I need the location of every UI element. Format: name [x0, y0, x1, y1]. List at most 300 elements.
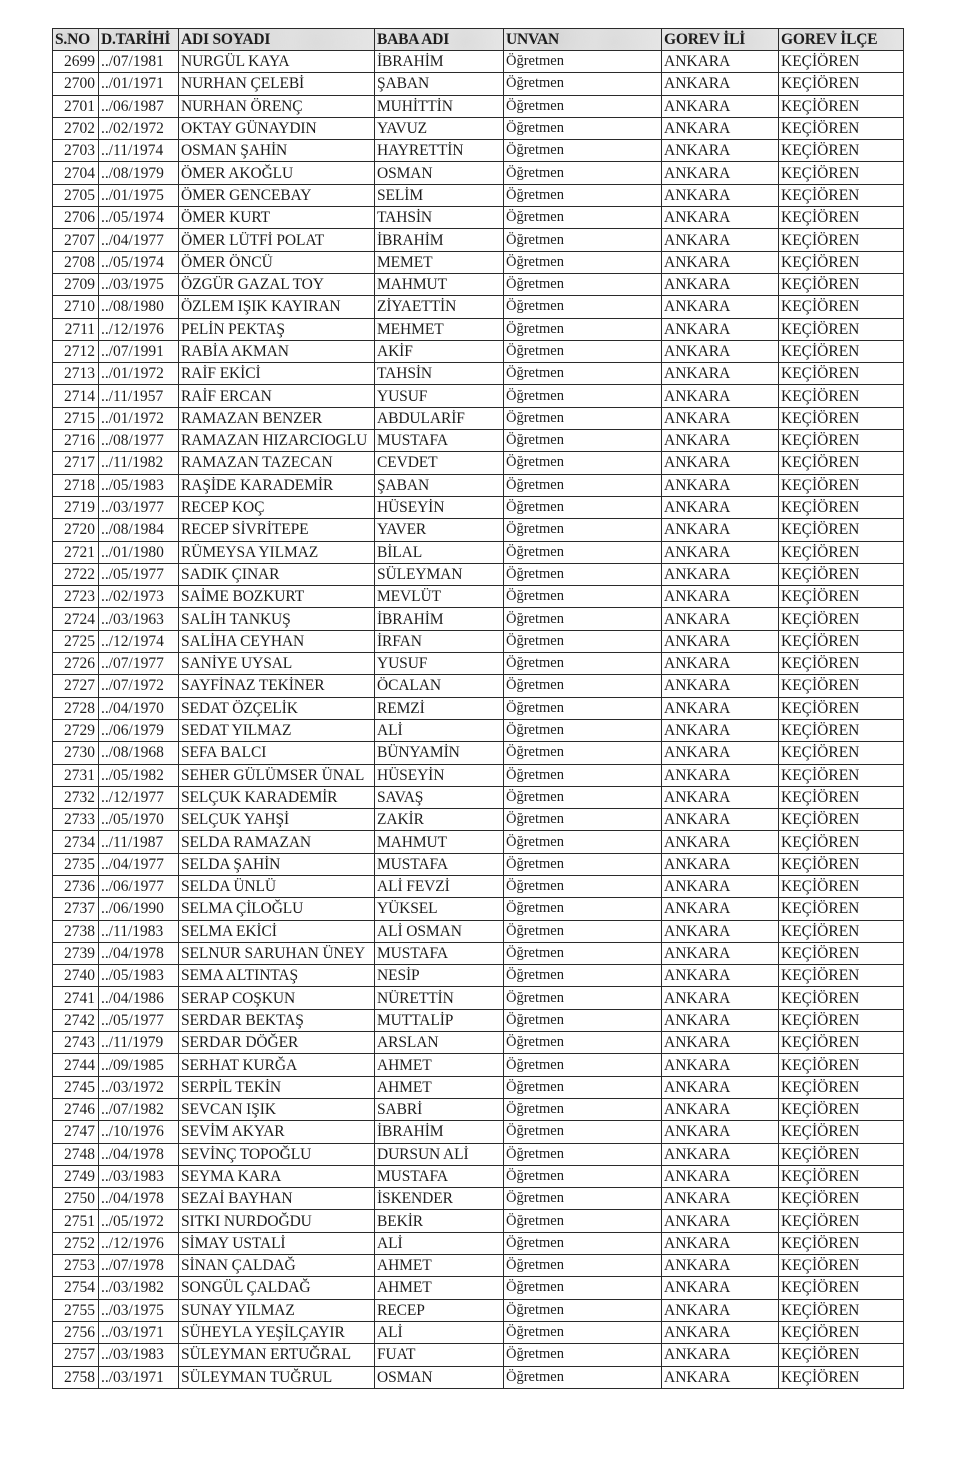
cell-birth-date: ../06/1990 [99, 898, 179, 920]
cell-father-name: MUSTAFA [375, 853, 504, 875]
cell-duty-district: KEÇİÖREN [779, 742, 904, 764]
cell-duty-province: ANKARA [662, 742, 779, 764]
table-row [53, 273, 904, 295]
cell-father-name: ŞABAN [375, 73, 504, 95]
cell-duty-district: KEÇİÖREN [779, 184, 904, 206]
table-row [53, 786, 904, 808]
table-row [53, 1210, 904, 1232]
cell-birth-date: ../03/1977 [99, 496, 179, 518]
cell-duty-province: ANKARA [662, 630, 779, 652]
cell-birth-date: ../04/1978 [99, 1188, 179, 1210]
cell-sno: 2708 [53, 251, 99, 273]
document-page [52, 28, 904, 1389]
table-row [53, 363, 904, 385]
cell-father-name: ÖCALAN [375, 675, 504, 697]
cell-duty-district: KEÇİÖREN [779, 987, 904, 1009]
table-row [53, 586, 904, 608]
cell-birth-date: ../12/1976 [99, 318, 179, 340]
cell-father-name: ALİ [375, 1321, 504, 1343]
cell-duty-province: ANKARA [662, 229, 779, 251]
cell-duty-province: ANKARA [662, 452, 779, 474]
cell-duty-province: ANKARA [662, 407, 779, 429]
cell-full-name: SEMA ALTINTAŞ [179, 965, 375, 987]
cell-duty-province: ANKARA [662, 1299, 779, 1321]
cell-birth-date: ../08/1968 [99, 742, 179, 764]
cell-sno: 2719 [53, 496, 99, 518]
cell-duty-province: ANKARA [662, 1098, 779, 1120]
cell-father-name: CEVDET [375, 452, 504, 474]
cell-sno: 2711 [53, 318, 99, 340]
cell-duty-province: ANKARA [662, 1277, 779, 1299]
cell-father-name: MEVLÜT [375, 586, 504, 608]
cell-title: Öğretmen [504, 73, 662, 95]
cell-father-name: YUSUF [375, 385, 504, 407]
cell-title: Öğretmen [504, 1299, 662, 1321]
cell-sno: 2700 [53, 73, 99, 95]
cell-birth-date: ../02/1972 [99, 117, 179, 139]
cell-full-name: SÜLEYMAN TUĞRUL [179, 1366, 375, 1388]
cell-duty-province: ANKARA [662, 764, 779, 786]
cell-sno: 2703 [53, 140, 99, 162]
cell-title: Öğretmen [504, 1188, 662, 1210]
cell-sno: 2734 [53, 831, 99, 853]
cell-father-name: HÜSEYİN [375, 764, 504, 786]
cell-title: Öğretmen [504, 430, 662, 452]
cell-duty-district: KEÇİÖREN [779, 942, 904, 964]
cell-birth-date: ../01/1975 [99, 184, 179, 206]
cell-duty-province: ANKARA [662, 920, 779, 942]
table-row [53, 51, 904, 73]
cell-duty-district: KEÇİÖREN [779, 1232, 904, 1254]
cell-duty-province: ANKARA [662, 1009, 779, 1031]
cell-full-name: ÖZLEM IŞIK KAYIRAN [179, 296, 375, 318]
cell-title: Öğretmen [504, 273, 662, 295]
cell-duty-district: KEÇİÖREN [779, 1255, 904, 1277]
cell-duty-district: KEÇİÖREN [779, 1188, 904, 1210]
table-row [53, 563, 904, 585]
cell-title: Öğretmen [504, 1121, 662, 1143]
cell-duty-province: ANKARA [662, 942, 779, 964]
table-row [53, 764, 904, 786]
cell-duty-province: ANKARA [662, 898, 779, 920]
cell-duty-district: KEÇİÖREN [779, 519, 904, 541]
cell-father-name: NÜRETTİN [375, 987, 504, 1009]
cell-duty-district: KEÇİÖREN [779, 809, 904, 831]
cell-full-name: SÜLEYMAN ERTUĞRAL [179, 1344, 375, 1366]
table-row [53, 1121, 904, 1143]
cell-birth-date: ../10/1976 [99, 1121, 179, 1143]
cell-duty-district: KEÇİÖREN [779, 719, 904, 741]
table-row [53, 898, 904, 920]
cell-duty-district: KEÇİÖREN [779, 1210, 904, 1232]
cell-full-name: SERHAT KURĞA [179, 1054, 375, 1076]
cell-birth-date: ../06/1979 [99, 719, 179, 741]
cell-sno: 2717 [53, 452, 99, 474]
table-body [53, 51, 904, 1389]
cell-duty-province: ANKARA [662, 786, 779, 808]
cell-sno: 2699 [53, 51, 99, 73]
cell-full-name: SAYFİNAZ TEKİNER [179, 675, 375, 697]
cell-sno: 2720 [53, 519, 99, 541]
cell-duty-province: ANKARA [662, 697, 779, 719]
cell-full-name: OSMAN ŞAHİN [179, 140, 375, 162]
cell-birth-date: ../01/1971 [99, 73, 179, 95]
cell-sno: 2714 [53, 385, 99, 407]
cell-duty-district: KEÇİÖREN [779, 965, 904, 987]
cell-title: Öğretmen [504, 1143, 662, 1165]
cell-duty-district: KEÇİÖREN [779, 95, 904, 117]
cell-duty-province: ANKARA [662, 318, 779, 340]
cell-full-name: SALİHA CEYHAN [179, 630, 375, 652]
table-header-row [53, 29, 904, 51]
cell-full-name: SEVİNÇ TOPOĞLU [179, 1143, 375, 1165]
cell-sno: 2751 [53, 1210, 99, 1232]
cell-father-name: HÜSEYİN [375, 496, 504, 518]
cell-title: Öğretmen [504, 1366, 662, 1388]
cell-sno: 2727 [53, 675, 99, 697]
cell-title: Öğretmen [504, 898, 662, 920]
cell-father-name: SÜLEYMAN [375, 563, 504, 585]
cell-title: Öğretmen [504, 1232, 662, 1254]
cell-duty-district: KEÇİÖREN [779, 898, 904, 920]
table-row [53, 73, 904, 95]
cell-sno: 2732 [53, 786, 99, 808]
cell-duty-province: ANKARA [662, 1366, 779, 1388]
cell-full-name: SELDA RAMAZAN [179, 831, 375, 853]
cell-duty-province: ANKARA [662, 1232, 779, 1254]
cell-father-name: MAHMUT [375, 831, 504, 853]
cell-birth-date: ../11/1979 [99, 1032, 179, 1054]
cell-duty-district: KEÇİÖREN [779, 474, 904, 496]
cell-father-name: YUSUF [375, 653, 504, 675]
table-row [53, 229, 904, 251]
cell-title: Öğretmen [504, 809, 662, 831]
table-row [53, 697, 904, 719]
cell-father-name: SAVAŞ [375, 786, 504, 808]
cell-duty-district: KEÇİÖREN [779, 675, 904, 697]
table-row [53, 675, 904, 697]
cell-birth-date: ../03/1975 [99, 1299, 179, 1321]
cell-birth-date: ../11/1982 [99, 452, 179, 474]
cell-duty-district: KEÇİÖREN [779, 1277, 904, 1299]
cell-birth-date: ../07/1978 [99, 1255, 179, 1277]
cell-birth-date: ../05/1970 [99, 809, 179, 831]
cell-duty-province: ANKARA [662, 95, 779, 117]
header-full-name: ADI SOYADI [179, 29, 375, 51]
cell-full-name: SELÇUK YAHŞİ [179, 809, 375, 831]
cell-title: Öğretmen [504, 162, 662, 184]
cell-father-name: MEMET [375, 251, 504, 273]
cell-birth-date: ../01/1972 [99, 407, 179, 429]
cell-title: Öğretmen [504, 942, 662, 964]
cell-duty-district: KEÇİÖREN [779, 385, 904, 407]
table-row [53, 430, 904, 452]
cell-full-name: NURHAN ÖRENÇ [179, 95, 375, 117]
cell-sno: 2739 [53, 942, 99, 964]
cell-duty-province: ANKARA [662, 1076, 779, 1098]
cell-birth-date: ../03/1983 [99, 1165, 179, 1187]
table-row [53, 207, 904, 229]
cell-duty-district: KEÇİÖREN [779, 786, 904, 808]
cell-father-name: ALİ [375, 1232, 504, 1254]
cell-sno: 2722 [53, 563, 99, 585]
cell-birth-date: ../08/1977 [99, 430, 179, 452]
cell-birth-date: ../04/1977 [99, 853, 179, 875]
cell-title: Öğretmen [504, 586, 662, 608]
cell-title: Öğretmen [504, 630, 662, 652]
cell-sno: 2701 [53, 95, 99, 117]
cell-title: Öğretmen [504, 95, 662, 117]
cell-duty-province: ANKARA [662, 1165, 779, 1187]
cell-birth-date: ../07/1972 [99, 675, 179, 697]
cell-duty-district: KEÇİÖREN [779, 630, 904, 652]
cell-sno: 2707 [53, 229, 99, 251]
cell-duty-province: ANKARA [662, 385, 779, 407]
cell-sno: 2741 [53, 987, 99, 1009]
cell-birth-date: ../05/1977 [99, 1009, 179, 1031]
table-row [53, 340, 904, 362]
cell-father-name: SABRİ [375, 1098, 504, 1120]
table-row [53, 452, 904, 474]
cell-full-name: SİNAN ÇALDAĞ [179, 1255, 375, 1277]
table-row [53, 251, 904, 273]
table-row [53, 1366, 904, 1388]
cell-birth-date: ../12/1974 [99, 630, 179, 652]
cell-full-name: ÖMER AKOĞLU [179, 162, 375, 184]
cell-duty-province: ANKARA [662, 675, 779, 697]
cell-sno: 2746 [53, 1098, 99, 1120]
cell-duty-district: KEÇİÖREN [779, 140, 904, 162]
cell-birth-date: ../05/1983 [99, 474, 179, 496]
cell-full-name: SEVCAN IŞIK [179, 1098, 375, 1120]
table-row [53, 1032, 904, 1054]
cell-birth-date: ../06/1977 [99, 875, 179, 897]
cell-duty-province: ANKARA [662, 719, 779, 741]
cell-duty-district: KEÇİÖREN [779, 831, 904, 853]
cell-birth-date: ../01/1980 [99, 541, 179, 563]
cell-title: Öğretmen [504, 1255, 662, 1277]
cell-duty-district: KEÇİÖREN [779, 1299, 904, 1321]
cell-full-name: SELMA EKİCİ [179, 920, 375, 942]
cell-title: Öğretmen [504, 318, 662, 340]
cell-duty-district: KEÇİÖREN [779, 1121, 904, 1143]
cell-sno: 2724 [53, 608, 99, 630]
cell-birth-date: ../03/1975 [99, 273, 179, 295]
cell-duty-district: KEÇİÖREN [779, 273, 904, 295]
cell-father-name: YÜKSEL [375, 898, 504, 920]
cell-duty-district: KEÇİÖREN [779, 1321, 904, 1343]
header-sno: S.NO [53, 29, 99, 51]
cell-full-name: SELDA ŞAHİN [179, 853, 375, 875]
cell-sno: 2728 [53, 697, 99, 719]
cell-title: Öğretmen [504, 1054, 662, 1076]
cell-birth-date: ../05/1982 [99, 764, 179, 786]
cell-full-name: NURGÜL KAYA [179, 51, 375, 73]
cell-title: Öğretmen [504, 385, 662, 407]
cell-full-name: SELDA ÜNLÜ [179, 875, 375, 897]
cell-birth-date: ../03/1972 [99, 1076, 179, 1098]
cell-birth-date: ../03/1963 [99, 608, 179, 630]
cell-title: Öğretmen [504, 786, 662, 808]
cell-title: Öğretmen [504, 296, 662, 318]
cell-duty-province: ANKARA [662, 965, 779, 987]
cell-father-name: MUSTAFA [375, 430, 504, 452]
table-row [53, 541, 904, 563]
cell-sno: 2753 [53, 1255, 99, 1277]
cell-birth-date: ../05/1983 [99, 965, 179, 987]
cell-father-name: RECEP [375, 1299, 504, 1321]
cell-title: Öğretmen [504, 51, 662, 73]
cell-title: Öğretmen [504, 1032, 662, 1054]
cell-sno: 2749 [53, 1165, 99, 1187]
cell-duty-province: ANKARA [662, 207, 779, 229]
cell-title: Öğretmen [504, 653, 662, 675]
cell-full-name: SERAP COŞKUN [179, 987, 375, 1009]
header-birth-date: D.TARİHİ [99, 29, 179, 51]
cell-title: Öğretmen [504, 1344, 662, 1366]
table-row [53, 809, 904, 831]
cell-duty-district: KEÇİÖREN [779, 1076, 904, 1098]
personnel-table [52, 28, 904, 1389]
table-row [53, 1232, 904, 1254]
cell-full-name: SUNAY YILMAZ [179, 1299, 375, 1321]
cell-sno: 2705 [53, 184, 99, 206]
cell-father-name: DURSUN ALİ [375, 1143, 504, 1165]
cell-father-name: ABDULARİF [375, 407, 504, 429]
cell-full-name: SELÇUK KARADEMİR [179, 786, 375, 808]
cell-sno: 2731 [53, 764, 99, 786]
cell-full-name: ÖMER LÜTFİ POLAT [179, 229, 375, 251]
cell-title: Öğretmen [504, 697, 662, 719]
cell-title: Öğretmen [504, 719, 662, 741]
cell-sno: 2755 [53, 1299, 99, 1321]
cell-full-name: SEZAİ BAYHAN [179, 1188, 375, 1210]
cell-sno: 2752 [53, 1232, 99, 1254]
cell-birth-date: ../07/1982 [99, 1098, 179, 1120]
cell-birth-date: ../04/1970 [99, 697, 179, 719]
cell-birth-date: ../12/1976 [99, 1232, 179, 1254]
cell-full-name: SEYMA KARA [179, 1165, 375, 1187]
cell-sno: 2737 [53, 898, 99, 920]
cell-sno: 2738 [53, 920, 99, 942]
cell-father-name: ZAKİR [375, 809, 504, 831]
cell-title: Öğretmen [504, 363, 662, 385]
cell-full-name: SITKI NURDOĞDU [179, 1210, 375, 1232]
cell-title: Öğretmen [504, 831, 662, 853]
cell-birth-date: ../02/1973 [99, 586, 179, 608]
header-title: UNVAN [504, 29, 662, 51]
cell-father-name: TAHSİN [375, 363, 504, 385]
cell-duty-province: ANKARA [662, 831, 779, 853]
cell-duty-district: KEÇİÖREN [779, 117, 904, 139]
cell-full-name: RAMAZAN TAZECAN [179, 452, 375, 474]
cell-duty-province: ANKARA [662, 251, 779, 273]
cell-duty-district: KEÇİÖREN [779, 363, 904, 385]
cell-title: Öğretmen [504, 452, 662, 474]
cell-birth-date: ../07/1991 [99, 340, 179, 362]
cell-sno: 2754 [53, 1277, 99, 1299]
cell-birth-date: ../07/1977 [99, 653, 179, 675]
cell-duty-province: ANKARA [662, 117, 779, 139]
cell-birth-date: ../09/1985 [99, 1054, 179, 1076]
table-row [53, 853, 904, 875]
cell-sno: 2715 [53, 407, 99, 429]
cell-full-name: SERDAR DÖĞER [179, 1032, 375, 1054]
cell-sno: 2735 [53, 853, 99, 875]
cell-title: Öğretmen [504, 1076, 662, 1098]
cell-father-name: TAHSİN [375, 207, 504, 229]
cell-birth-date: ../05/1972 [99, 1210, 179, 1232]
table-row [53, 653, 904, 675]
cell-sno: 2709 [53, 273, 99, 295]
cell-duty-province: ANKARA [662, 73, 779, 95]
table-row [53, 965, 904, 987]
cell-birth-date: ../08/1984 [99, 519, 179, 541]
cell-full-name: ÖZGÜR GAZAL TOY [179, 273, 375, 295]
cell-full-name: SONGÜL ÇALDAĞ [179, 1277, 375, 1299]
cell-title: Öğretmen [504, 229, 662, 251]
cell-title: Öğretmen [504, 251, 662, 273]
table-row [53, 318, 904, 340]
cell-duty-province: ANKARA [662, 273, 779, 295]
cell-title: Öğretmen [504, 1277, 662, 1299]
cell-sno: 2747 [53, 1121, 99, 1143]
cell-sno: 2729 [53, 719, 99, 741]
cell-sno: 2748 [53, 1143, 99, 1165]
cell-duty-district: KEÇİÖREN [779, 1344, 904, 1366]
cell-sno: 2726 [53, 653, 99, 675]
cell-duty-district: KEÇİÖREN [779, 1032, 904, 1054]
cell-title: Öğretmen [504, 675, 662, 697]
cell-title: Öğretmen [504, 1098, 662, 1120]
cell-full-name: RAİF EKİCİ [179, 363, 375, 385]
cell-duty-province: ANKARA [662, 608, 779, 630]
cell-father-name: NESİP [375, 965, 504, 987]
cell-title: Öğretmen [504, 853, 662, 875]
table-row [53, 162, 904, 184]
cell-duty-province: ANKARA [662, 1032, 779, 1054]
cell-birth-date: ../04/1978 [99, 1143, 179, 1165]
cell-full-name: RAŞİDE KARADEMİR [179, 474, 375, 496]
cell-birth-date: ../05/1974 [99, 251, 179, 273]
cell-birth-date: ../06/1987 [99, 95, 179, 117]
cell-sno: 2756 [53, 1321, 99, 1343]
cell-duty-district: KEÇİÖREN [779, 407, 904, 429]
cell-birth-date: ../03/1983 [99, 1344, 179, 1366]
cell-sno: 2743 [53, 1032, 99, 1054]
cell-birth-date: ../04/1986 [99, 987, 179, 1009]
cell-title: Öğretmen [504, 764, 662, 786]
cell-sno: 2745 [53, 1076, 99, 1098]
table-row [53, 496, 904, 518]
cell-title: Öğretmen [504, 340, 662, 362]
cell-father-name: BEKİR [375, 1210, 504, 1232]
cell-duty-province: ANKARA [662, 162, 779, 184]
cell-birth-date: ../08/1979 [99, 162, 179, 184]
cell-title: Öğretmen [504, 117, 662, 139]
cell-birth-date: ../11/1957 [99, 385, 179, 407]
cell-title: Öğretmen [504, 920, 662, 942]
table-row [53, 1299, 904, 1321]
cell-duty-province: ANKARA [662, 140, 779, 162]
cell-duty-province: ANKARA [662, 1054, 779, 1076]
cell-duty-district: KEÇİÖREN [779, 1366, 904, 1388]
cell-duty-district: KEÇİÖREN [779, 920, 904, 942]
cell-duty-province: ANKARA [662, 363, 779, 385]
cell-sno: 2716 [53, 430, 99, 452]
cell-title: Öğretmen [504, 608, 662, 630]
cell-father-name: İRFAN [375, 630, 504, 652]
